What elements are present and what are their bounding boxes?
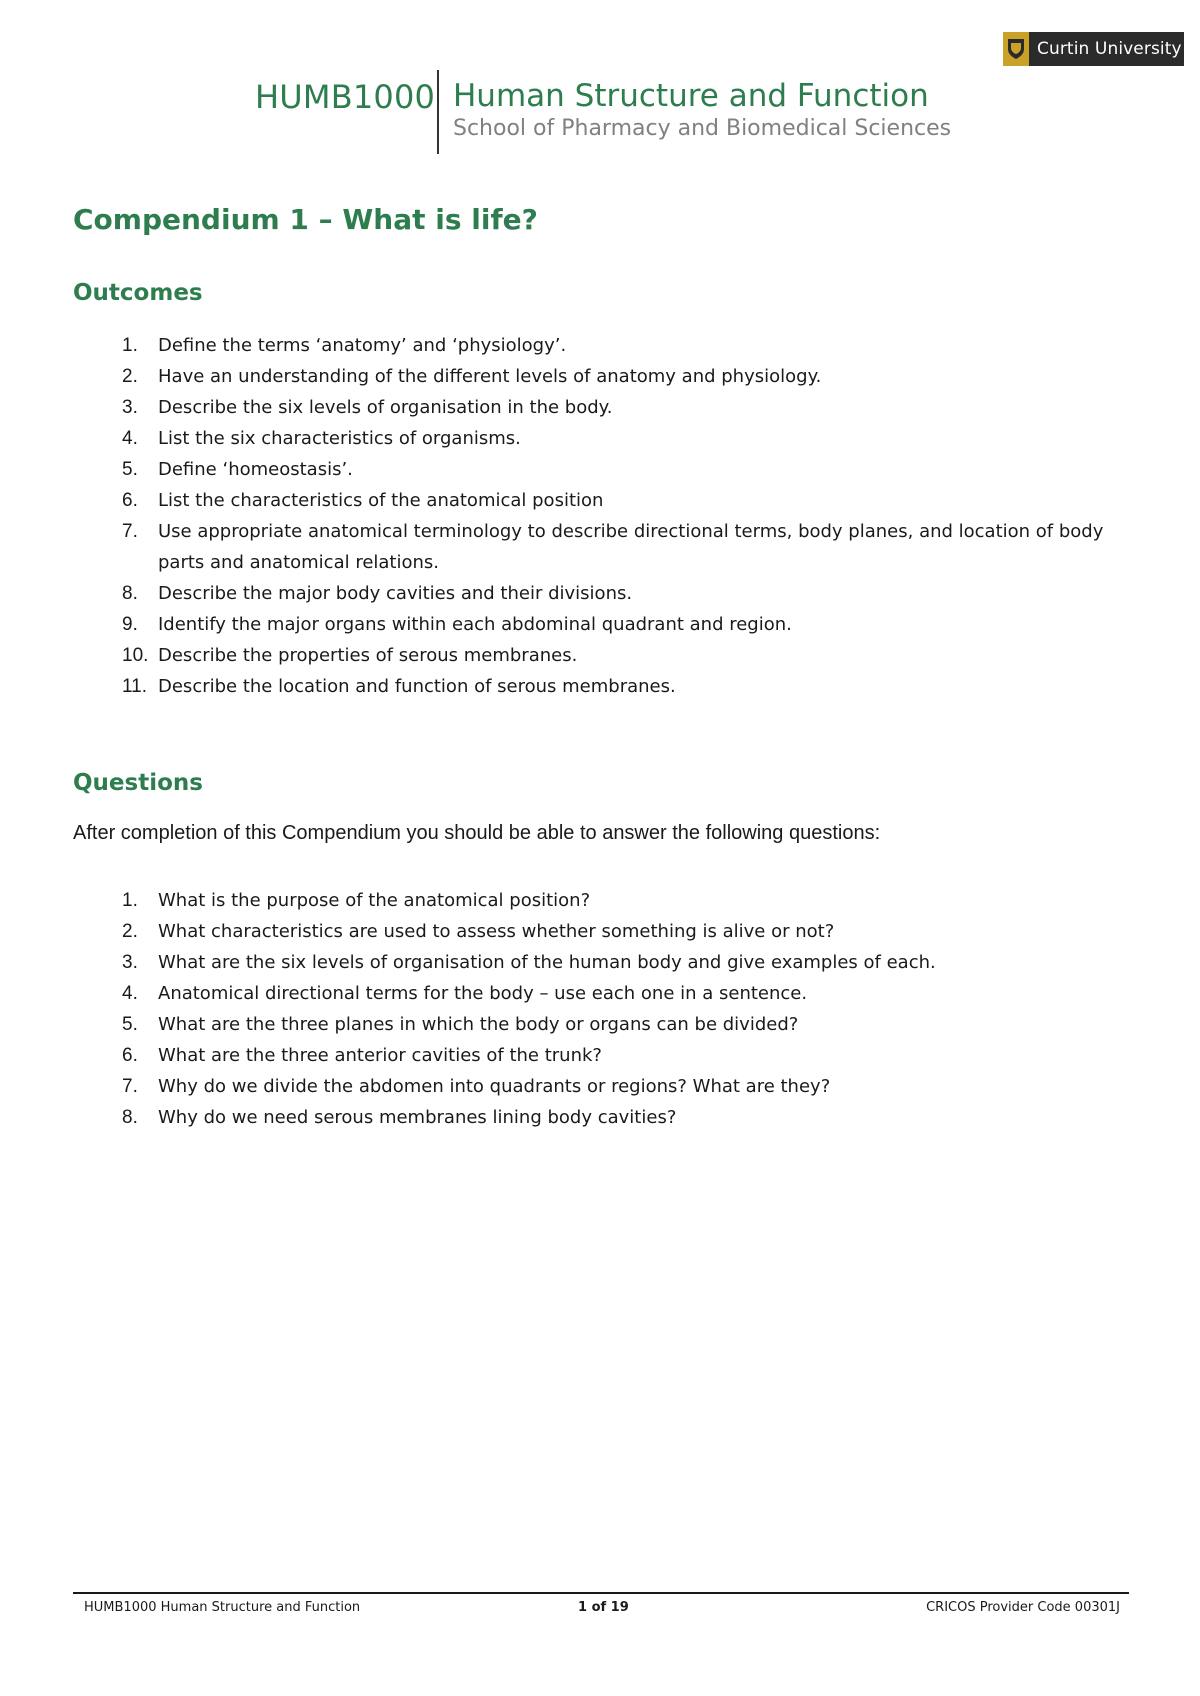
list-number: 3.	[122, 952, 138, 973]
list-item	[0, 330, 1150, 361]
list-item	[0, 516, 1150, 578]
header-divider	[437, 70, 439, 154]
list-text: Use appropriate anatomical terminology to describe directional terms, body planes, and location of body parts and anatomical relations.	[158, 521, 1104, 573]
page-title: Compendium 1 – What is life?	[73, 203, 538, 236]
list-text: What is the purpose of the anatomical position?	[158, 890, 591, 911]
list-text: Describe the six levels of organisation in the body.	[158, 397, 613, 418]
list-item	[0, 978, 1150, 1009]
list-number: 2.	[122, 921, 138, 942]
footer-cricos: CRICOS Provider Code 00301J	[926, 1600, 1120, 1615]
list-text: List the six characteristics of organisms.	[158, 428, 521, 449]
list-number: 7.	[122, 521, 138, 542]
page-number: 1 of 19	[578, 1600, 629, 1615]
list-number: 5.	[122, 459, 138, 480]
questions-intro: After completion of this Compendium you should be able to answer the following questions:	[73, 822, 881, 844]
list-text: What characteristics are used to assess whether something is alive or not?	[158, 921, 835, 942]
list-text: Describe the major body cavities and their divisions.	[158, 583, 633, 604]
curtin-logo	[1003, 32, 1184, 66]
list-item	[0, 1009, 1150, 1040]
list-number: 6.	[122, 490, 138, 511]
list-item	[0, 1040, 1150, 1071]
list-number: 9.	[122, 614, 138, 635]
list-text: What are the three planes in which the body or organs can be divided?	[158, 1014, 799, 1035]
questions-list	[0, 885, 1150, 1133]
outcomes-list	[0, 330, 1150, 702]
list-item	[0, 392, 1150, 423]
list-text: Anatomical directional terms for the body – use each one in a sentence.	[158, 983, 808, 1004]
list-item	[0, 578, 1150, 609]
list-item	[0, 485, 1150, 516]
list-number: 8.	[122, 583, 138, 604]
list-text: Identify the major organs within each abdominal quadrant and region.	[158, 614, 792, 635]
list-text: List the characteristics of the anatomical position	[158, 490, 604, 511]
list-text: Define the terms ‘anatomy’ and ‘physiology’.	[158, 335, 567, 356]
list-text: Why do we divide the abdomen into quadrants or regions? What are they?	[158, 1076, 831, 1097]
list-number: 11.	[122, 676, 148, 697]
school-name: School of Pharmacy and Biomedical Sciences	[453, 116, 952, 141]
list-number: 5.	[122, 1014, 138, 1035]
list-number: 10.	[122, 645, 149, 666]
list-number: 4.	[122, 428, 138, 449]
crest-icon	[1003, 32, 1029, 66]
list-number: 4.	[122, 983, 138, 1004]
list-item	[0, 1102, 1150, 1133]
list-number: 6.	[122, 1045, 138, 1066]
list-item	[0, 885, 1150, 916]
logo-text: Curtin University	[1037, 39, 1182, 59]
list-number: 2.	[122, 366, 138, 387]
questions-heading: Questions	[73, 770, 203, 796]
outcomes-heading: Outcomes	[73, 280, 203, 306]
list-item	[0, 640, 1150, 671]
list-item	[0, 947, 1150, 978]
list-text: Describe the location and function of serous membranes.	[158, 676, 676, 697]
list-number: 7.	[122, 1076, 138, 1097]
list-item	[0, 916, 1150, 947]
list-item	[0, 361, 1150, 392]
list-number: 1.	[122, 335, 138, 356]
unit-code: HUMB1000	[255, 78, 436, 116]
list-item	[0, 671, 1150, 702]
list-text: What are the six levels of organisation of the human body and give examples of each.	[158, 952, 936, 973]
list-text: Describe the properties of serous membranes.	[158, 645, 578, 666]
list-number: 3.	[122, 397, 138, 418]
list-text: Define ‘homeostasis’.	[158, 459, 353, 480]
list-text: Why do we need serous membranes lining body cavities?	[158, 1107, 677, 1128]
list-item	[0, 609, 1150, 640]
list-item	[0, 1071, 1150, 1102]
list-number: 1.	[122, 890, 138, 911]
list-text: What are the three anterior cavities of the trunk?	[158, 1045, 602, 1066]
unit-title: Human Structure and Function	[453, 78, 929, 114]
list-number: 8.	[122, 1107, 138, 1128]
list-item	[0, 454, 1150, 485]
footer-unit: HUMB1000 Human Structure and Function	[84, 1600, 361, 1615]
footer-divider	[73, 1592, 1129, 1594]
list-text: Have an understanding of the different levels of anatomy and physiology.	[158, 366, 822, 387]
list-item	[0, 423, 1150, 454]
